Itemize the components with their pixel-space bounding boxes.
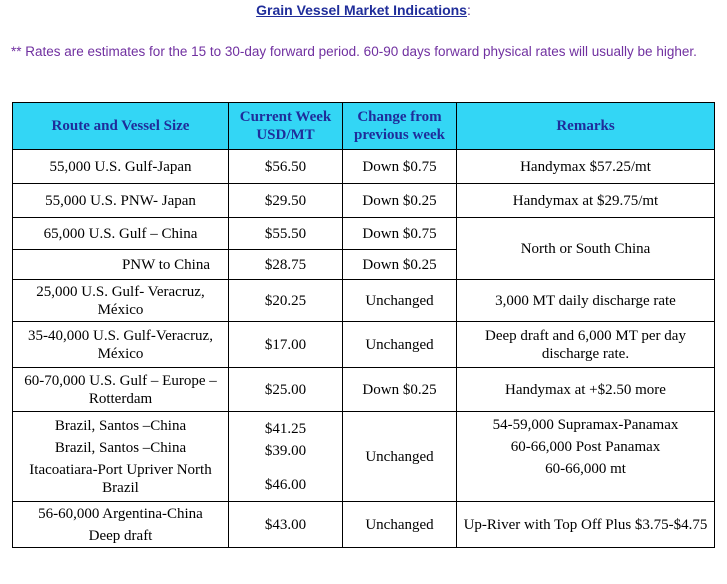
- change-cell: Unchanged: [343, 280, 457, 322]
- vessel-rates-table: [12, 102, 715, 548]
- remarks-cell: 3,000 MT daily discharge rate: [457, 280, 715, 322]
- route-cell: [13, 412, 229, 502]
- route-cell: [13, 502, 229, 548]
- header-remarks: Remarks: [457, 103, 715, 150]
- price-cell: [229, 412, 343, 502]
- remarks-text: 60-66,000 mt: [545, 461, 626, 477]
- route-cell: 55,000 U.S. Gulf-Japan: [13, 150, 229, 184]
- table-row: [13, 218, 715, 250]
- remarks-text: 60-66,000 Post Panamax: [510, 439, 661, 455]
- remarks-cell: Handymax at +$2.50 more: [457, 368, 715, 412]
- table-header-row: [13, 103, 715, 150]
- remarks-cell: North or South China: [457, 218, 715, 280]
- route-text: Brazil, Santos –China: [54, 439, 187, 456]
- table-row: [13, 184, 715, 218]
- page-title: Grain Vessel Market Indications:: [256, 2, 471, 18]
- price-cell: $25.00: [229, 368, 343, 412]
- route-text: Itacoatiara-Port Upriver North Brazil: [29, 461, 212, 496]
- change-cell: Unchanged: [343, 502, 457, 548]
- change-cell: Unchanged: [343, 412, 457, 502]
- table-row: [13, 502, 715, 548]
- header-route: Route and Vessel Size: [13, 103, 229, 150]
- remarks-cell: Handymax at $29.75/mt: [457, 184, 715, 218]
- remarks-cell: [457, 412, 715, 502]
- price-cell: $43.00: [229, 502, 343, 548]
- table-row: [13, 150, 715, 184]
- route-text: 56-60,000 Argentina-China: [38, 505, 203, 522]
- table-row: [13, 280, 715, 322]
- price-text: $46.00: [264, 476, 307, 493]
- remarks-cell: Up-River with Top Off Plus $3.75-$4.75: [457, 502, 715, 548]
- price-cell: $17.00: [229, 322, 343, 368]
- route-cell: [13, 250, 229, 280]
- change-cell: Down $0.25: [343, 250, 457, 280]
- change-cell: Unchanged: [343, 322, 457, 368]
- header-change: Change from previous week: [343, 103, 457, 150]
- route-cell: 35-40,000 U.S. Gulf-Veracruz, México: [13, 322, 229, 368]
- route-cell: 65,000 U.S. Gulf – China: [13, 218, 229, 250]
- table-row: [13, 322, 715, 368]
- price-cell: $20.25: [229, 280, 343, 322]
- remarks-cell: Handymax $57.25/mt: [457, 150, 715, 184]
- route-cell: 25,000 U.S. Gulf- Veracruz, México: [13, 280, 229, 322]
- route-text: Brazil, Santos –China: [54, 417, 187, 434]
- rates-note: ** Rates are estimates for the 15 to 30-day forward period. 60-90 days forward physical rates will usually be higher.: [11, 44, 697, 59]
- route-cell: 60-70,000 U.S. Gulf – Europe – Rotterdam: [13, 368, 229, 412]
- table-row: [13, 368, 715, 412]
- table-row: [13, 412, 715, 502]
- price-cell: $56.50: [229, 150, 343, 184]
- price-cell: $28.75: [229, 250, 343, 280]
- route-cell: 55,000 U.S. PNW- Japan: [13, 184, 229, 218]
- change-cell: Down $0.75: [343, 150, 457, 184]
- change-cell: Down $0.75: [343, 218, 457, 250]
- remarks-cell: Deep draft and 6,000 MT per day discharge rate.: [457, 322, 715, 368]
- remarks-text: 54-59,000 Supramax-Panamax: [492, 417, 679, 433]
- price-text: $41.25: [264, 420, 307, 437]
- route-text: PNW to China: [121, 256, 210, 273]
- change-cell: Down $0.25: [343, 368, 457, 412]
- change-cell: Down $0.25: [343, 184, 457, 218]
- price-cell: $29.50: [229, 184, 343, 218]
- price-cell: $55.50: [229, 218, 343, 250]
- header-current-week: Current Week USD/MT: [229, 103, 343, 150]
- route-text: Deep draft: [88, 527, 153, 544]
- price-text: $39.00: [264, 442, 307, 459]
